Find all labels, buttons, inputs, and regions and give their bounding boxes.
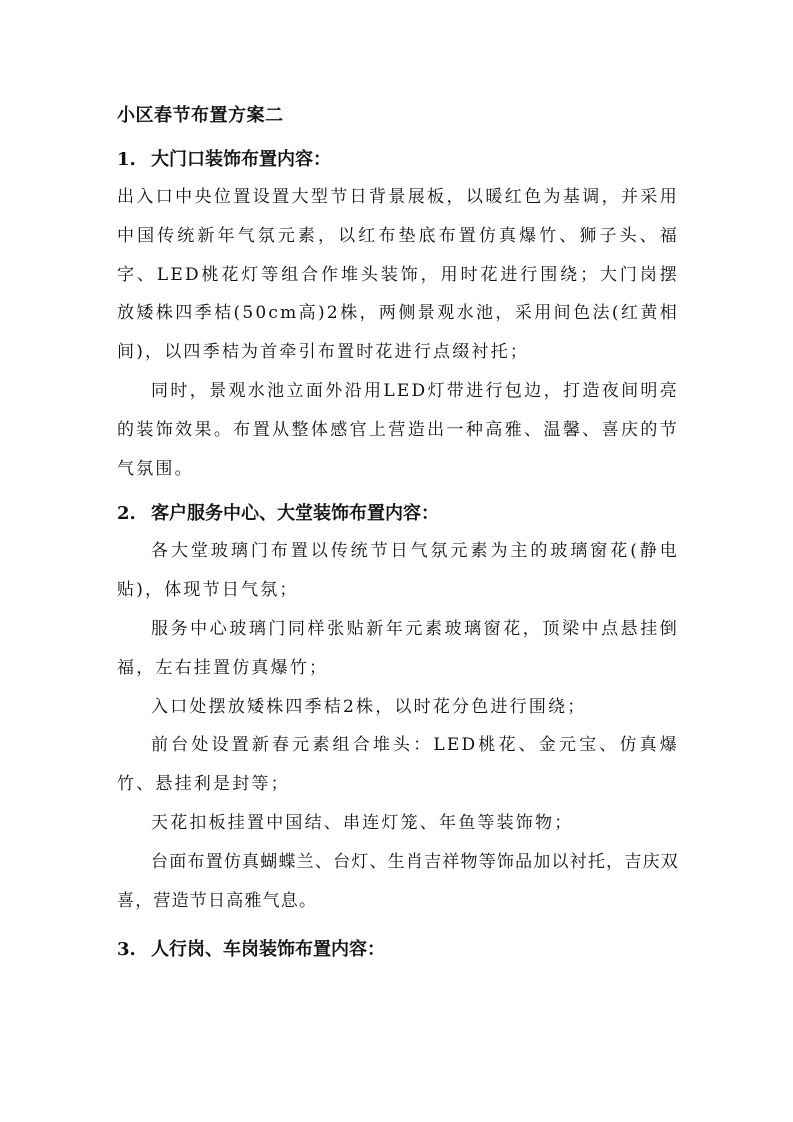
section-2-paragraph-6: 台面布置仿真蝴蝶兰、台灯、生肖吉祥物等饰品加以衬托，吉庆双喜，营造节日高雅气息。 (117, 851, 679, 911)
section-1-title: 大门口装饰布置内容： (151, 149, 331, 170)
section-1-number: 1. (117, 149, 136, 170)
section-2-paragraph-5: 天花扣板挂置中国结、串连灯笼、年鱼等装饰物； (151, 812, 574, 833)
section-2-title: 客户服务中心、大堂装饰布置内容： (151, 503, 439, 525)
section-1-heading (117, 142, 679, 178)
section-1-paragraph-1: 出入口中央位置设置大型节日背景展板，以暖红色为基调，并采用中国传统新年气氛元素，以红布垫底布置仿真爆竹、狮子头、福字、LED桃花灯等组合作堆头装饰，用时花进行围绕；大门岗摆放矮株四季桔(50cm高)2株，两侧景观水池，采用间色法(红黄相间)，以四季桔为首牵引布置时花进行点缀衬托； (117, 187, 679, 363)
section-2-paragraph-1: 各大堂玻璃门布置以传统节日气氛元素为主的玻璃窗花(静电贴)，体现节日气氛； (117, 541, 679, 601)
section-2-number: 2. (117, 503, 136, 525)
section-2-paragraph-4: 前台处设置新春元素组合堆头：LED桃花、金元宝、仿真爆竹、悬挂利是封等； (117, 735, 679, 795)
section-3-title: 人行岗、车岗装饰布置内容： (151, 939, 385, 961)
section-2-paragraph-3: 入口处摆放矮株四季桔2株，以时花分色进行围绕； (151, 696, 587, 717)
section-3-number: 3. (117, 939, 136, 961)
section-2-paragraph-2: 服务中心玻璃门同样张贴新年元素玻璃窗花，顶梁中点悬挂倒福，左右挂置仿真爆竹； (117, 618, 679, 678)
section-1-paragraph-2: 同时，景观水池立面外沿用LED灯带进行包边，打造夜间明亮的装饰效果。布置从整体感官上营造出一种高雅、温馨、喜庆的节气氛围。 (117, 380, 679, 479)
section-3-heading (117, 932, 679, 968)
document-body (117, 98, 679, 968)
document-title: 小区春节布置方案二 (117, 105, 284, 126)
section-2-heading (117, 496, 679, 532)
